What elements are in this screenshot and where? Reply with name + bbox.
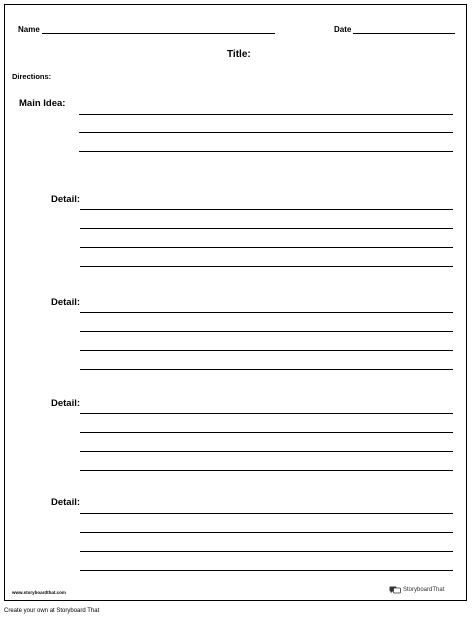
detail-line[interactable] bbox=[80, 266, 453, 267]
detail-line[interactable] bbox=[80, 470, 453, 471]
main-idea-line[interactable] bbox=[79, 151, 453, 152]
detail-line[interactable] bbox=[80, 312, 453, 313]
brand-logo bbox=[389, 586, 444, 594]
detail-line[interactable] bbox=[80, 432, 453, 433]
directions-label: Directions: bbox=[12, 72, 52, 81]
detail-line[interactable] bbox=[80, 532, 453, 533]
main-idea-label: Main Idea: bbox=[19, 98, 66, 109]
detail-label: Detail: bbox=[51, 297, 81, 308]
detail-line[interactable] bbox=[80, 369, 453, 370]
detail-line[interactable] bbox=[80, 513, 453, 514]
detail-line[interactable] bbox=[80, 247, 453, 248]
brand-name: StoryboardThat bbox=[403, 587, 445, 593]
speech-bubble-icon bbox=[389, 586, 401, 594]
name-field-line[interactable] bbox=[42, 33, 275, 34]
main-idea-line[interactable] bbox=[79, 132, 453, 133]
detail-label: Detail: bbox=[51, 497, 81, 508]
main-idea-line[interactable] bbox=[79, 114, 453, 115]
detail-line[interactable] bbox=[80, 551, 453, 552]
date-label: Date bbox=[334, 25, 352, 34]
detail-line[interactable] bbox=[80, 451, 453, 452]
detail-line[interactable] bbox=[80, 228, 453, 229]
name-label: Name bbox=[18, 25, 40, 34]
title-label: Title: bbox=[227, 49, 251, 60]
detail-line[interactable] bbox=[80, 350, 453, 351]
date-field-line[interactable] bbox=[353, 33, 455, 34]
footer-url: www.storyboardthat.com bbox=[12, 590, 66, 595]
detail-line[interactable] bbox=[80, 570, 453, 571]
detail-line[interactable] bbox=[80, 413, 453, 414]
detail-label: Detail: bbox=[51, 398, 81, 409]
detail-line[interactable] bbox=[80, 209, 453, 210]
caption-link[interactable]: Create your own at Storyboard That bbox=[4, 608, 100, 614]
detail-line[interactable] bbox=[80, 331, 453, 332]
detail-label: Detail: bbox=[51, 194, 81, 205]
